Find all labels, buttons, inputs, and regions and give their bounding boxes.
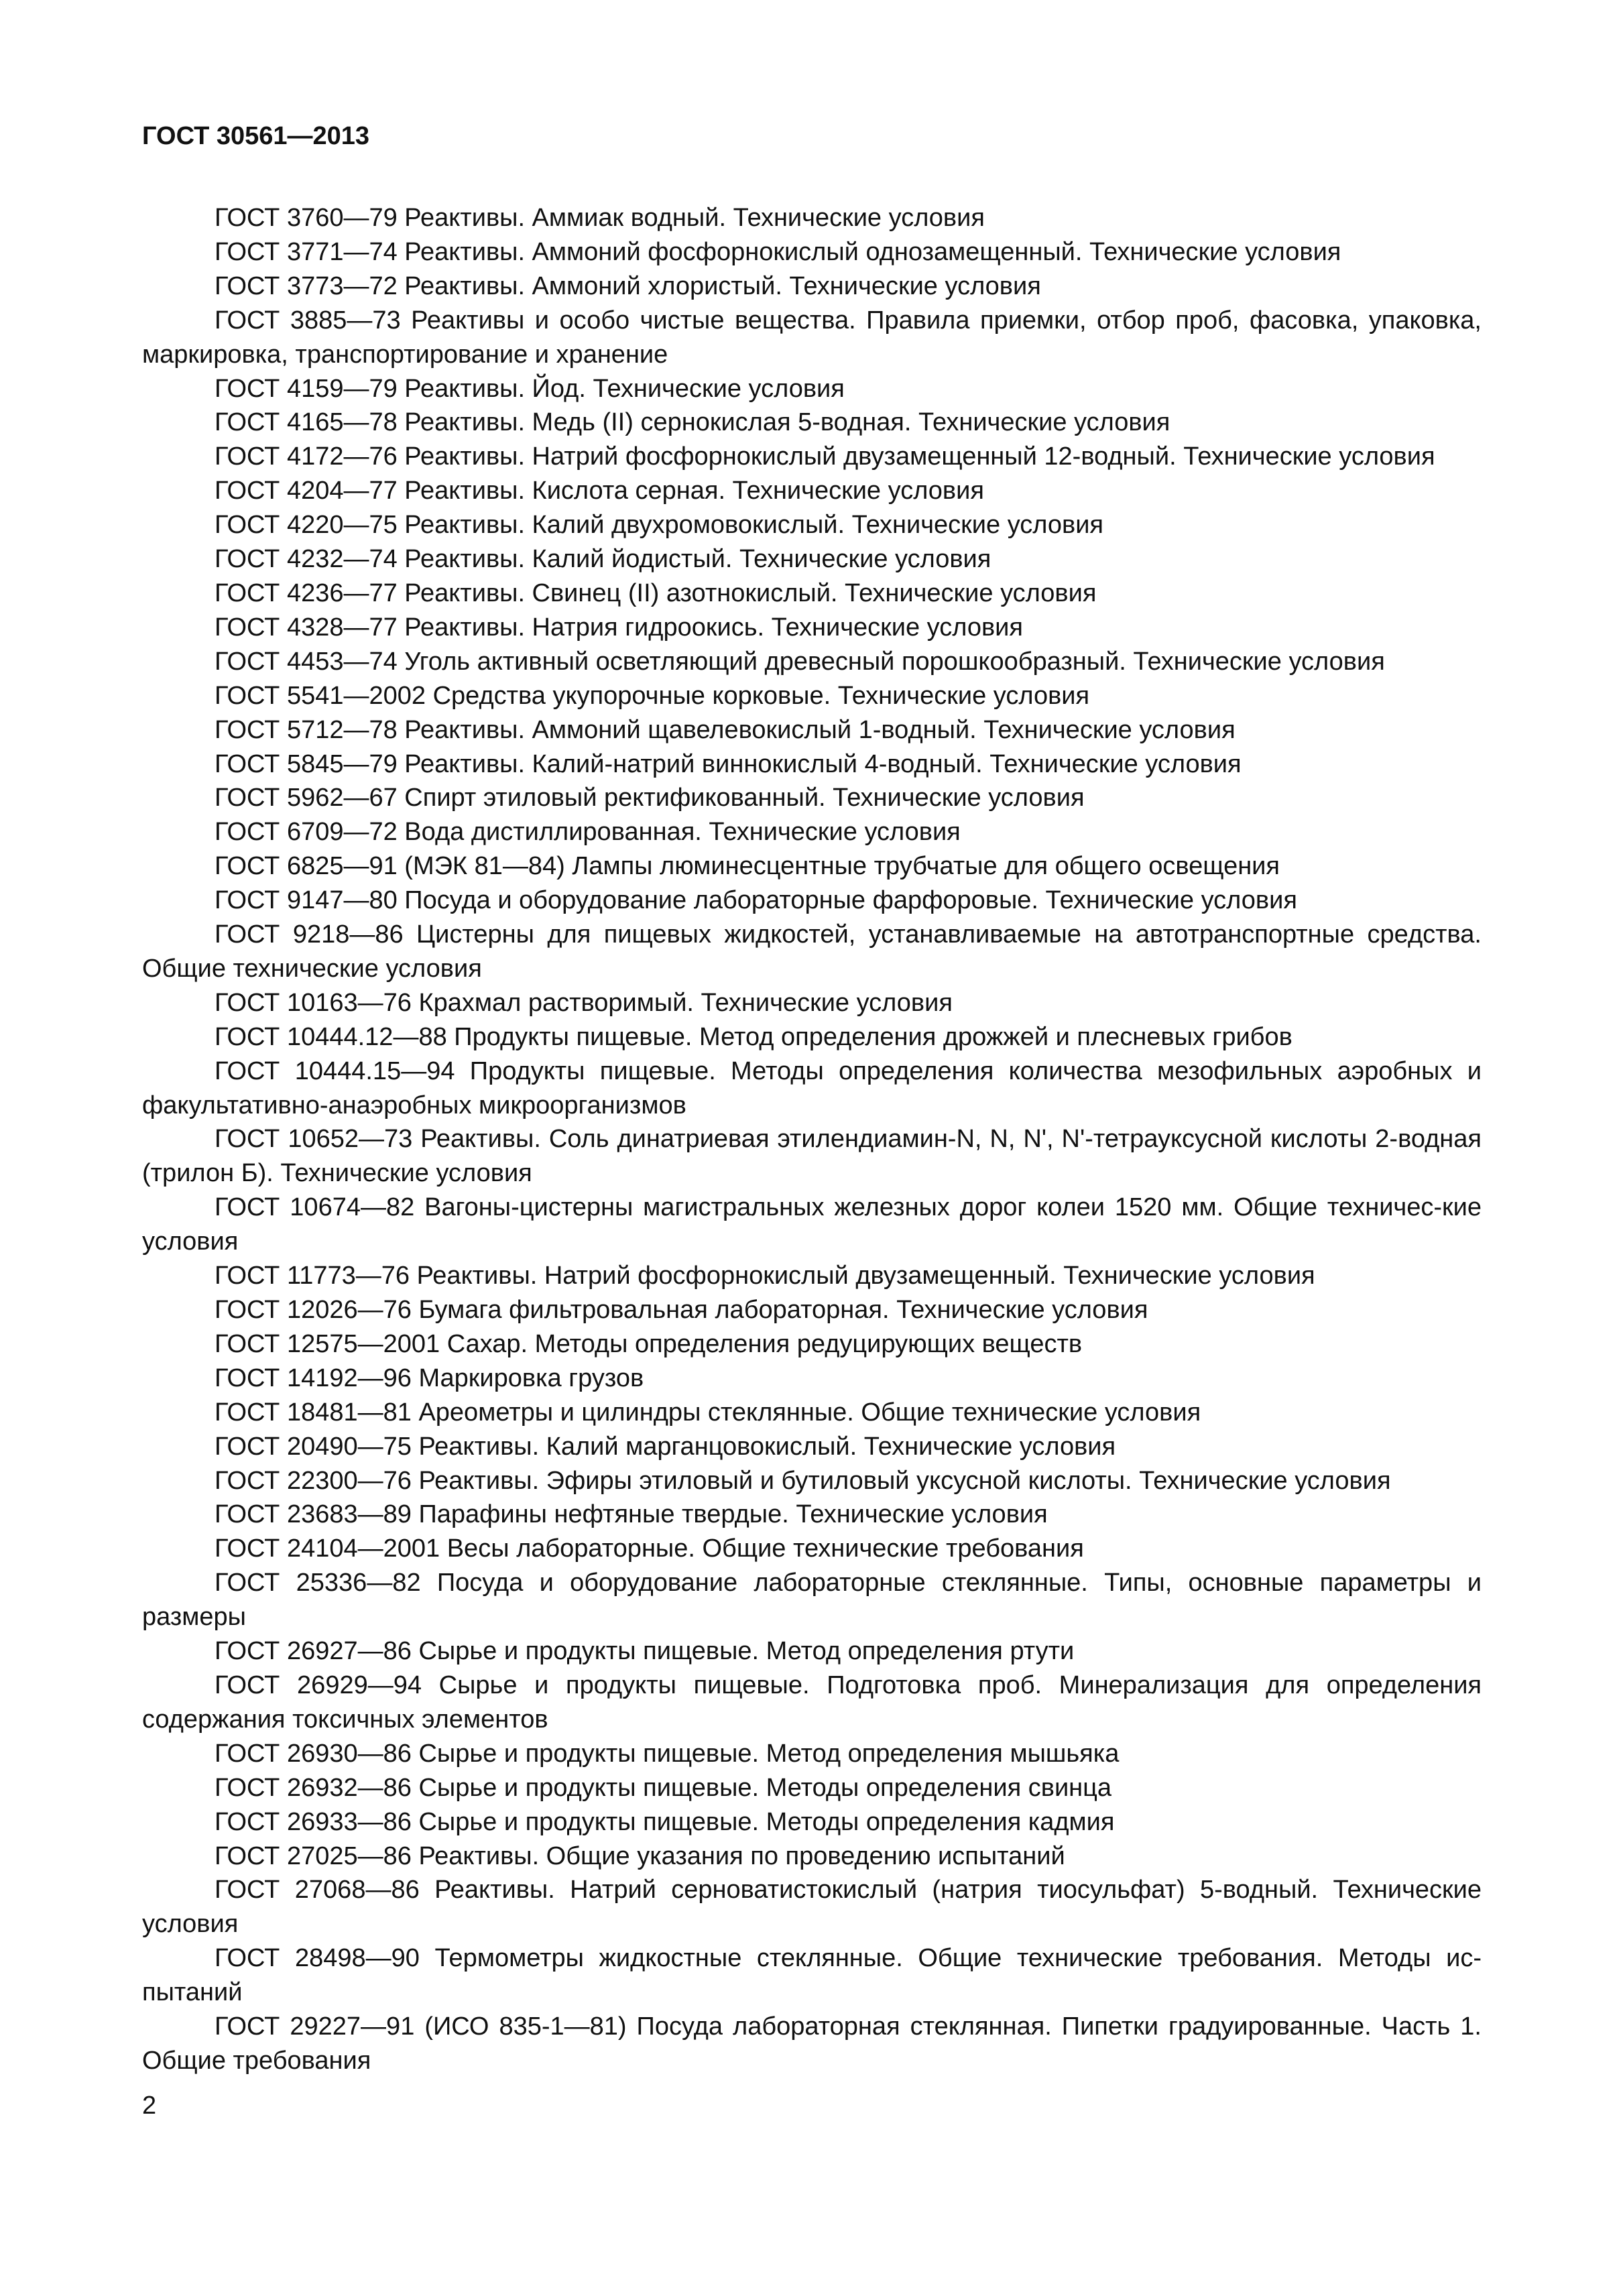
reference-item: ГОСТ 4220—75 Реактивы. Калий двухромовокислый. Технические условия	[215, 511, 1103, 540]
reference-item: ГОСТ 4172—76 Реактивы. Натрий фосфорнокислый двузамещенный 12-водный. Технические условия	[215, 442, 1435, 471]
reference-item: ГОСТ 10163—76 Крахмал растворимый. Технические условия	[215, 988, 953, 1017]
reference-item: ГОСТ 25336—82 Посуда и оборудование лабораторные стеклянные. Типы, основные параметры и размеры	[142, 1569, 1482, 1632]
reference-item: ГОСТ 27025—86 Реактивы. Общие указания по проведению испытаний	[215, 1841, 1065, 1870]
reference-item: ГОСТ 26930—86 Сырье и продукты пищевые. Метод определения мышьяка	[215, 1739, 1120, 1768]
reference-item: ГОСТ 27068—86 Реактивы. Натрий серноватистокислый (натрия тиосульфат) 5-водный. Технические условия	[142, 1876, 1482, 1939]
reference-item: ГОСТ 4453—74 Уголь активный осветляющий древесный порошкообразный. Технические условия	[215, 647, 1385, 676]
reference-item: ГОСТ 4165—78 Реактивы. Медь (II) сернокислая 5-водная. Технические условия	[215, 408, 1170, 437]
reference-item: ГОСТ 3760—79 Реактивы. Аммиак водный. Технические условия	[215, 204, 985, 232]
reference-item: ГОСТ 29227—91 (ИСО 835-1—81) Посуда лабораторная стеклянная. Пипетки градуированные. Часть 1. Общие требования	[142, 2012, 1482, 2075]
reference-item: ГОСТ 23683—89 Парафины нефтяные твердые. Технические условия	[215, 1500, 1048, 1529]
reference-item: ГОСТ 18481—81 Ареометры и цилиндры стеклянные. Общие технические условия	[215, 1398, 1201, 1427]
document-header: ГОСТ 30561—2013	[142, 122, 370, 150]
reference-item: ГОСТ 3885—73 Реактивы и особо чистые вещества. Правила приемки, отбор проб, фасовка, упаковка, маркировка, транспортирование и хранение	[142, 306, 1482, 369]
reference-item: ГОСТ 26929—94 Сырье и продукты пищевые. Подготовка проб. Минерализация для определения содержания токсичных элементов	[142, 1671, 1482, 1734]
reference-item: ГОСТ 26932—86 Сырье и продукты пищевые. Методы определения свинца	[215, 1773, 1112, 1802]
normative-references-list	[142, 201, 1482, 2078]
reference-item: ГОСТ 5962—67 Спирт этиловый ректификованный. Технические условия	[215, 784, 1085, 812]
reference-item: ГОСТ 4159—79 Реактивы. Йод. Технические условия	[215, 374, 845, 403]
reference-item: ГОСТ 10652—73 Реактивы. Соль динатриевая этилендиамин-N, N, N', N'-тетрауксусной кислоты 2-водная (трилон Б). Технические условия	[142, 1125, 1482, 1188]
reference-item: ГОСТ 5541—2002 Средства укупорочные корковые. Технические условия	[215, 681, 1090, 710]
reference-item: ГОСТ 3771—74 Реактивы. Аммоний фосфорнокислый однозамещенный. Технические условия	[215, 237, 1341, 266]
reference-item: ГОСТ 6825—91 (МЭК 81—84) Лампы люминесцентные трубчатые для общего освещения	[215, 852, 1280, 881]
reference-item: ГОСТ 24104—2001 Весы лабораторные. Общие технические требования	[215, 1534, 1084, 1563]
reference-item: ГОСТ 6709—72 Вода дистиллированная. Технические условия	[215, 818, 961, 847]
reference-item: ГОСТ 28498—90 Термометры жидкостные стеклянные. Общие технические требования. Методы ис-пытаний	[142, 1944, 1482, 2007]
reference-item: ГОСТ 9218—86 Цистерны для пищевых жидкостей, устанавливаемые на автотранспортные средства. Общие технические условия	[142, 920, 1482, 983]
reference-item: ГОСТ 4232—74 Реактивы. Калий йодистый. Технические условия	[215, 545, 991, 574]
reference-item: ГОСТ 10444.15—94 Продукты пищевые. Методы определения количества мезофильных аэробных и факультативно-анаэробных микроорганизмов	[142, 1056, 1482, 1120]
reference-item: ГОСТ 11773—76 Реактивы. Натрий фосфорнокислый двузамещенный. Технические условия	[215, 1262, 1315, 1290]
reference-item: ГОСТ 5845—79 Реактивы. Калий-натрий виннокислый 4-водный. Технические условия	[215, 749, 1242, 778]
reference-item: ГОСТ 26927—86 Сырье и продукты пищевые. Метод определения ртути	[215, 1637, 1075, 1666]
reference-item: ГОСТ 10444.12—88 Продукты пищевые. Метод определения дрожжей и плесневых грибов	[215, 1022, 1293, 1051]
reference-item: ГОСТ 4204—77 Реактивы. Кислота серная. Технические условия	[215, 477, 984, 505]
reference-item: ГОСТ 9147—80 Посуда и оборудование лабораторные фарфоровые. Технические условия	[215, 886, 1297, 915]
reference-item: ГОСТ 4236—77 Реактивы. Свинец (II) азотнокислый. Технические условия	[215, 579, 1097, 607]
reference-item: ГОСТ 14192—96 Маркировка грузов	[215, 1364, 644, 1392]
reference-item: ГОСТ 3773—72 Реактивы. Аммоний хлористый. Технические условия	[215, 271, 1041, 300]
reference-item: ГОСТ 20490—75 Реактивы. Калий марганцовокислый. Технические условия	[215, 1432, 1116, 1461]
reference-item: ГОСТ 4328—77 Реактивы. Натрия гидроокись. Технические условия	[215, 613, 1023, 642]
reference-item: ГОСТ 10674—82 Вагоны-цистерны магистральных железных дорог колеи 1520 мм. Общие техничес-кие условия	[142, 1193, 1482, 1256]
reference-item: ГОСТ 12575—2001 Сахар. Методы определения редуцирующих веществ	[215, 1329, 1083, 1358]
reference-item: ГОСТ 26933—86 Сырье и продукты пищевые. Методы определения кадмия	[215, 1807, 1115, 1836]
reference-item: ГОСТ 12026—76 Бумага фильтровальная лабораторная. Технические условия	[215, 1296, 1148, 1324]
reference-item: ГОСТ 22300—76 Реактивы. Эфиры этиловый и бутиловый уксусной кислоты. Технические условия	[215, 1466, 1391, 1495]
reference-item: ГОСТ 5712—78 Реактивы. Аммоний щавелевокислый 1-водный. Технические условия	[215, 715, 1236, 744]
page-number: 2	[142, 2092, 157, 2120]
